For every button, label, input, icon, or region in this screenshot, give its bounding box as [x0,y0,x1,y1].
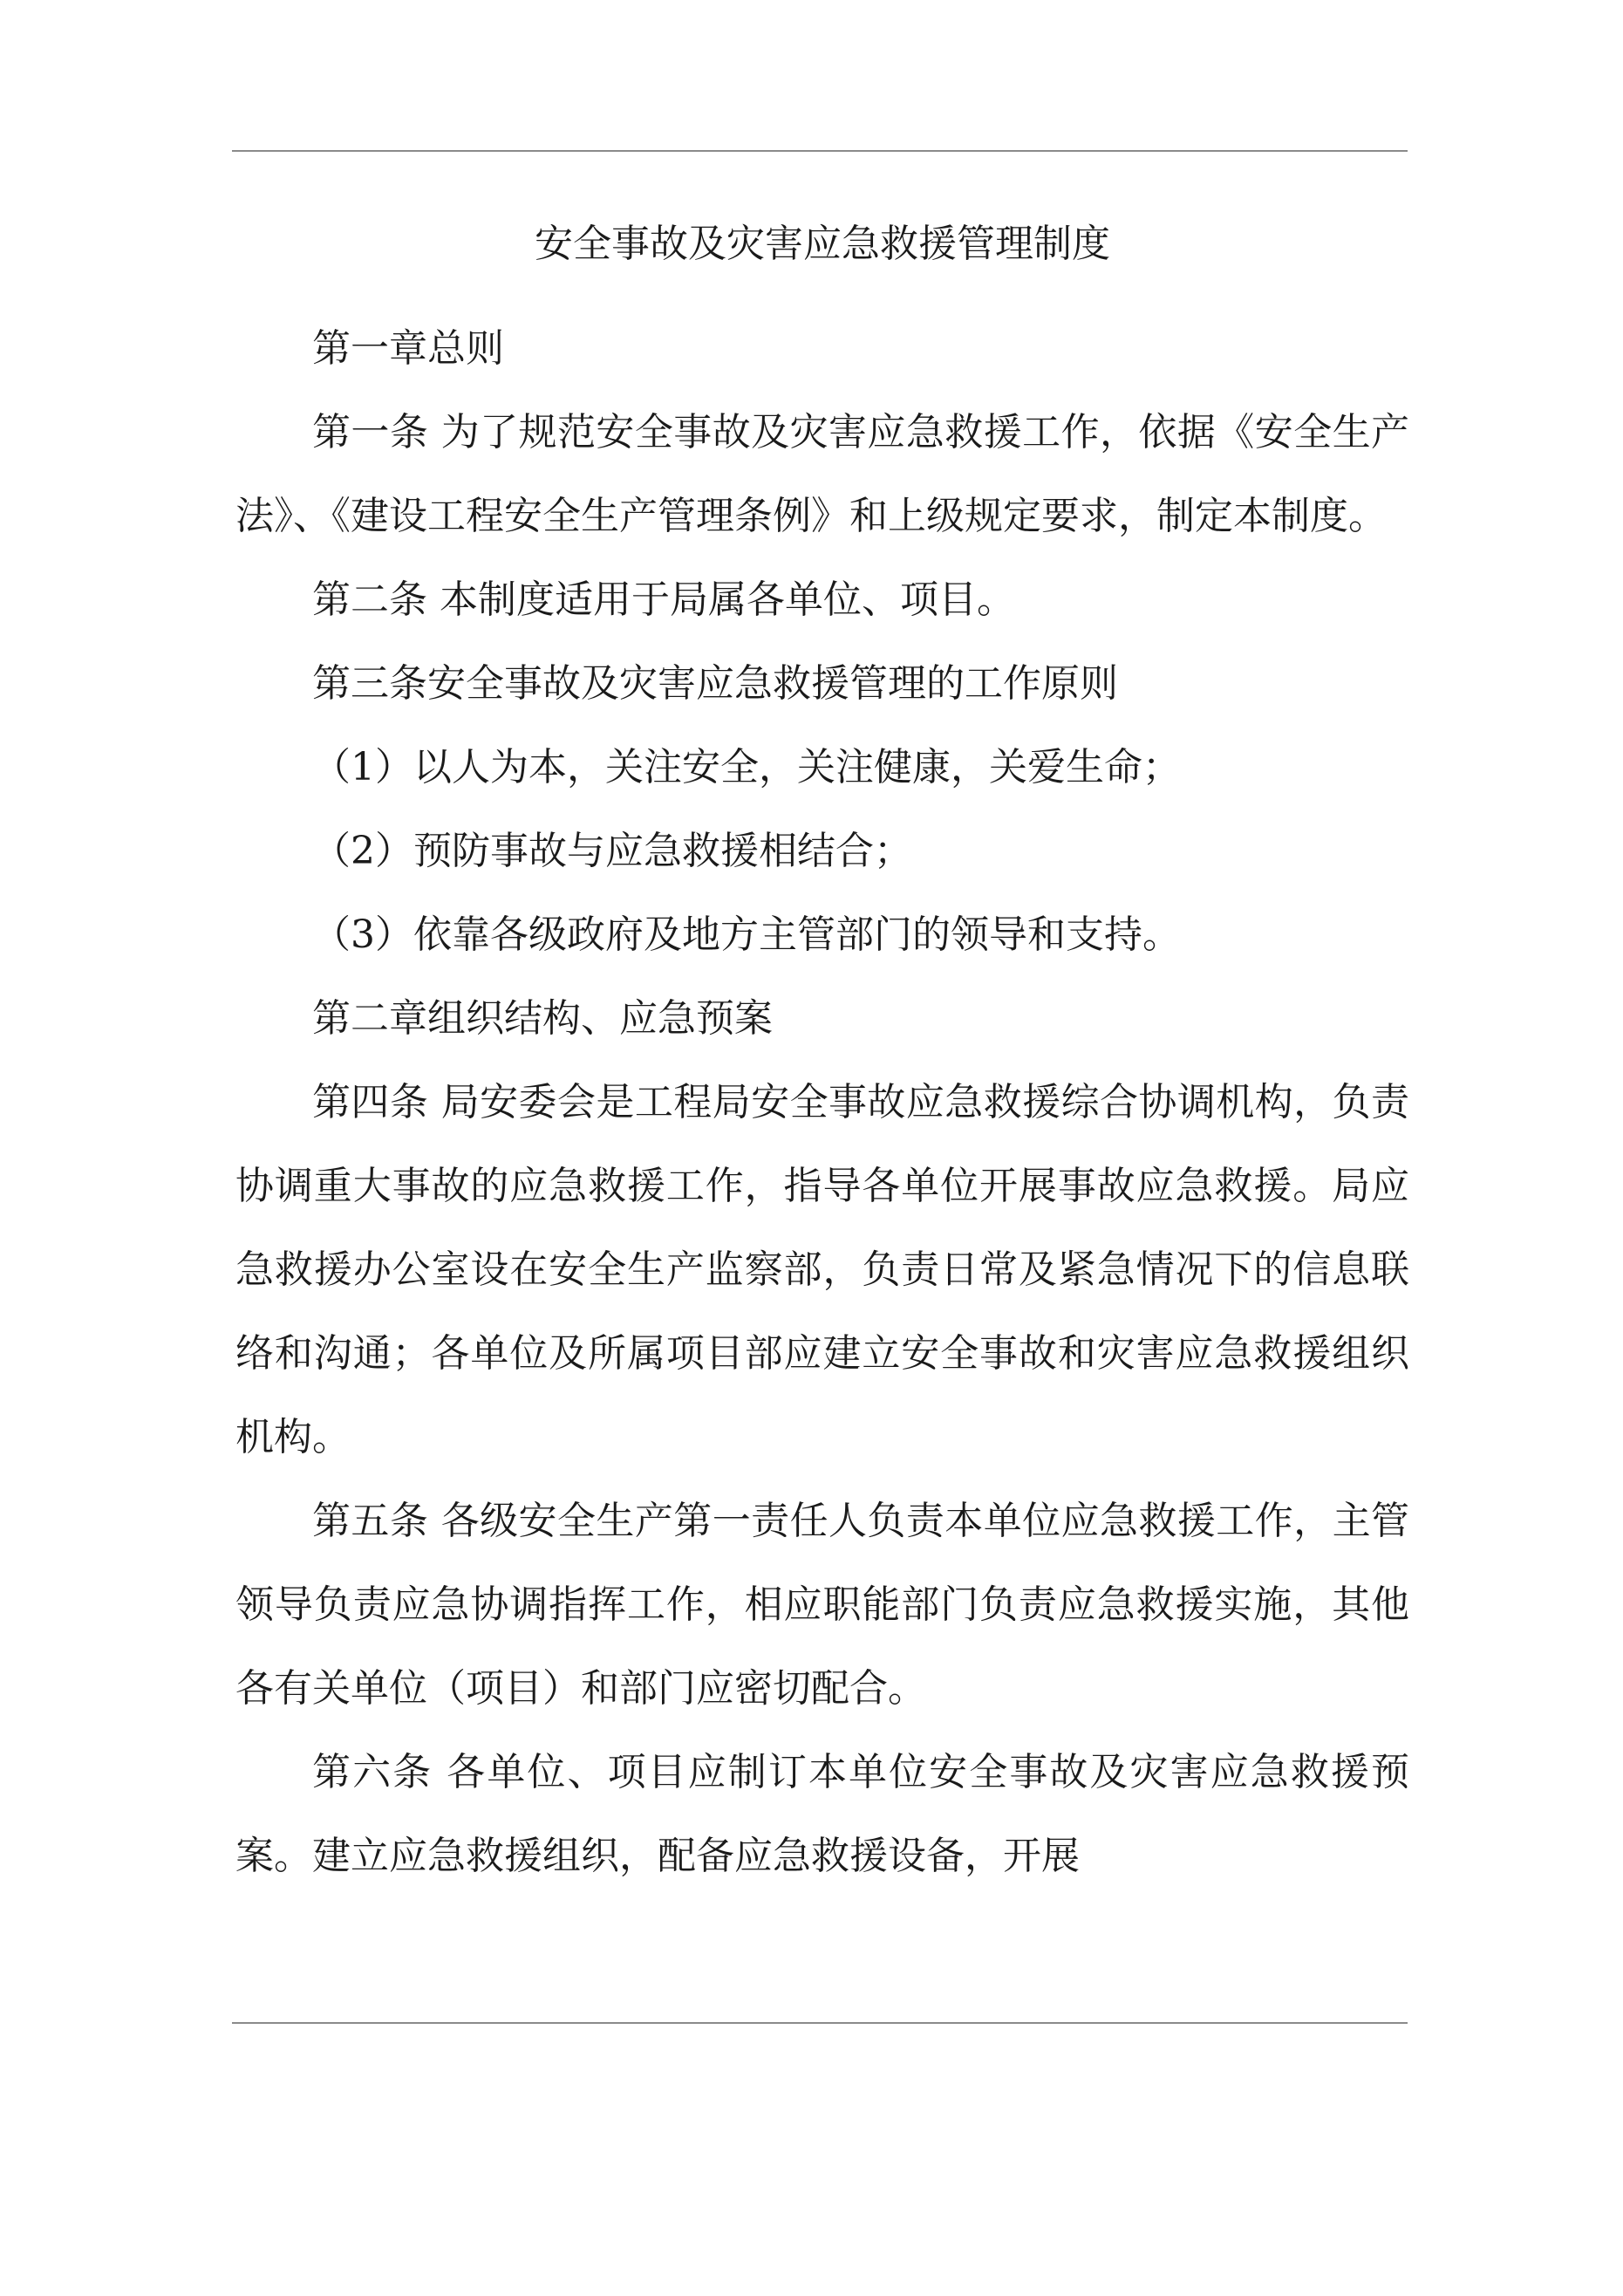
article-6: 第六条 各单位、项目应制订本单位安全事故及灾害应急救援预案。建立应急救援组织，配备应急救援设备，开展 [235,1750,1409,1878]
article-4: 第四条 局安委会是工程局安全事故应急救援综合协调机构，负责协调重大事故的应急救援工作，指导各单位开展事故应急救援。局应急救援办公室设在安全生产监察部，负责日常及紧急情况下的信息联络和沟通；各单位及所属项目部应建立安全事故和灾害应急救援组织机构。 [235,1080,1409,1459]
principle-item-2: （2）预防事故与应急救援相结合； [312,829,912,873]
header-rule [232,150,1408,152]
principle-item-3: （3）依靠各级政府及地方主管部门的领导和支持。 [312,912,1181,957]
document-body [235,218,1409,1898]
article-5: 第五条 各级安全生产第一责任人负责本单位应急救援工作，主管领导负责应急协调指挥工作，相应职能部门负责应急救援实施，其他各有关单位（项目）和部门应密切配合。 [235,1499,1409,1711]
footer-rule [232,2022,1408,2024]
chapter-heading-2: 第二章组织结构、应急预案 [312,996,773,1041]
article-2: 第二条 本制度适用于局属各单位、项目。 [312,577,1015,622]
document-title: 安全事故及灾害应急救援管理制度 [535,222,1110,266]
article-3: 第三条安全事故及灾害应急救援管理的工作原则 [312,661,1118,706]
principle-item-1: （1）以人为本，关注安全，关注健康，关爱生命； [312,745,1181,789]
chapter-heading-1: 第一章总则 [312,326,504,371]
article-1: 第一条 为了规范安全事故及灾害应急救援工作，依据《安全生产法》、《建设工程安全生产管理条例》和上级规定要求，制定本制度。 [235,410,1409,538]
